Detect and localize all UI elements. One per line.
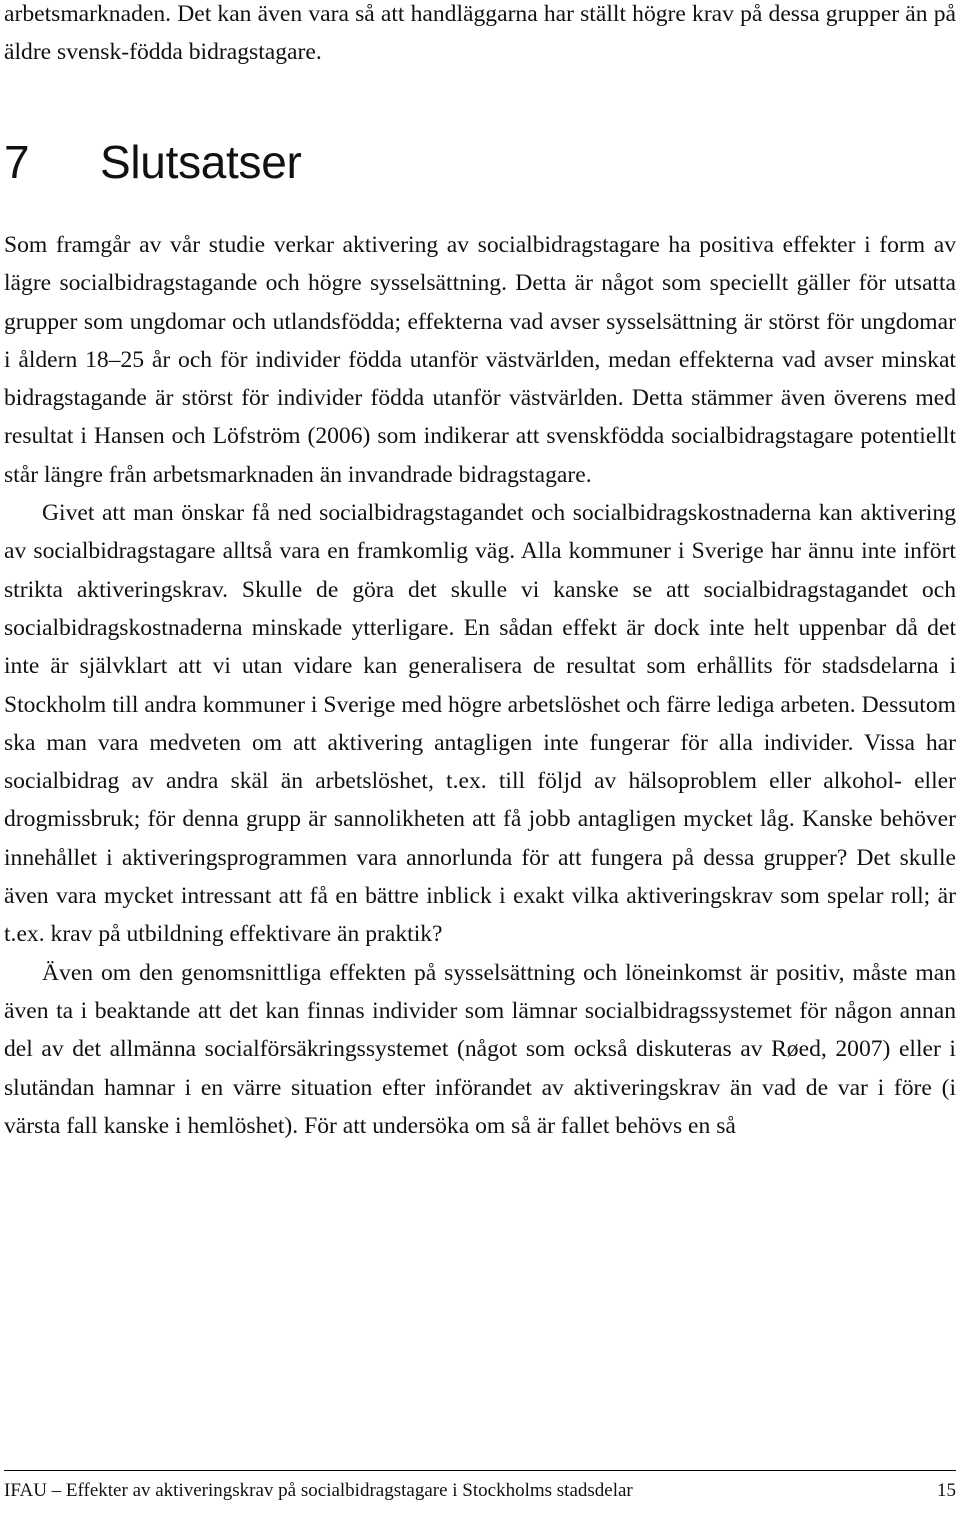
section-heading [4, 132, 302, 192]
section-title: Slutsatser [100, 136, 302, 188]
footer-title: IFAU – Effekter av aktiveringskrav på socialbidragstagare i Stockholms stadsdelar [4, 1480, 633, 1501]
paragraph-3: Även om den genomsnittliga effekten på sysselsättning och löneinkomst är positiv, måste man även ta i beaktande att det kan finnas individer som lämnar socialbidragssystemet för någon annan del av det allmänna socialförsäkringssystemet (något som också diskuteras av Røed, 2007) eller i slutändan hamnar i en värre situation efter införandet av aktiveringskrav än vad de var i före (i värsta fall kanske i hemlöshet). För att undersöka om så är fallet behövs en så [4, 959, 956, 1139]
section-number: 7 [4, 136, 30, 188]
paragraph-2: Givet att man önskar få ned socialbidragstagandet och socialbidragskostnaderna kan aktivering av socialbidragstagare alltså vara en framkomlig väg. Alla kommuner i Sverige har ännu inte infört strikta aktiveringskrav. Skulle de göra det skulle vi kanske se att socialbidragstagandet och socialbidragskostnaderna minskade ytterligare. En sådan effekt är dock inte helt uppenbar då det inte är självklart att vi utan vidare kan generalisera de resultat som erhållits för stadsdelarna i Stockholm till andra kommuner i Sverige med högre arbetslöshet och färre lediga arbeten. Dessutom ska man vara medveten om att aktivering antagligen inte fungerar för alla individer. Vissa har socialbidrag av andra skäl än arbetslöshet, t.ex. till följd av hälsoproblem eller alkohol- eller drogmissbruk; för denna grupp är sannolikheten att få jobb antagligen mycket låg. Kanske behöver innehållet i aktiveringsprogrammen vara annorlunda för att fungera på dessa grupper? Det skulle även vara mycket intressant att få en bättre inblick i exakt vilka aktiveringskrav som spelar roll; är t.ex. krav på utbildning effektivare än praktik? [4, 500, 956, 948]
page-number: 15 [937, 1480, 956, 1501]
page-footer [4, 1470, 956, 1514]
continued-text-block [4, 0, 956, 72]
continued-paragraph: arbetsmarknaden. Det kan även vara så att handläggarna har ställt högre krav på dessa grupper än på äldre svensk-födda bidragstagare. [4, 1, 956, 66]
paragraph-1: Som framgår av vår studie verkar aktivering av socialbidragstagare ha positiva effekter i form av lägre socialbidragstagande och högre sysselsättning. Detta är något som speciellt gäller för utsatta grupper som ungdomar och utlandsfödda; effekterna vad avser sysselsättning är störst för ungdomar i åldern 18–25 år och för individer födda utanför västvärlden, medan effekterna vad avser minskat bidragstagande är störst för individer födda utanför västvärlden. Detta stämmer även överens med resultat i Hansen och Löfström (2006) som indikerar att svenskfödda socialbidragstagare potentiellt står längre från arbetsmarknaden än invandrade bidragstagare. [4, 232, 956, 488]
section-body [4, 226, 956, 1145]
